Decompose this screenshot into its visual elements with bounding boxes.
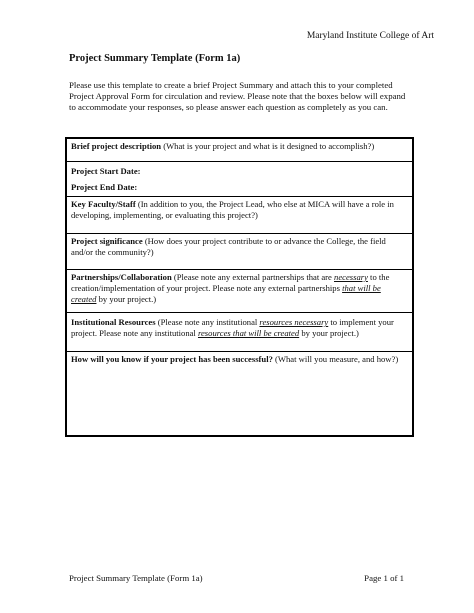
intro-paragraph: Please use this template to create a brief Project Summary and attach this to your completed Project Approval Form for circulation and review. Please note that the boxes below will expand to accommodate your responses, so please answer each question as completely as you can. (69, 80, 406, 112)
end-date-label: Project End Date: (71, 182, 138, 192)
resources-label: Institutional Resources (71, 317, 156, 327)
partnerships-field[interactable] (67, 270, 412, 313)
partnerships-prompt-1: (Please note any external partnerships that are (171, 272, 335, 282)
success-measure-label: How will you know if your project has been successful? (71, 354, 273, 364)
document-title: Project Summary Template (Form 1a) (69, 53, 241, 64)
significance-label: Project significance (71, 236, 143, 246)
key-faculty-prompt: (In addition to you, the Project Lead, who else at MICA will have a role in developing, implementing, or evaluating this project?) (71, 199, 394, 220)
resources-emphasis-1: resources necessary (259, 317, 329, 327)
resources-prompt-1: (Please note any institutional (155, 317, 260, 327)
footer-title: Project Summary Template (Form 1a) (69, 573, 203, 583)
project-summary-form (65, 137, 414, 437)
partnerships-prompt-2: to the creation/implementation of your project. Please note any external partnerships (71, 272, 390, 293)
partnerships-emphasis-1: necessary (334, 272, 368, 282)
brief-description-field[interactable] (67, 139, 412, 162)
resources-emphasis-2: resources that will be created (197, 328, 300, 338)
success-measure-prompt: (What will you measure, and how?) (272, 354, 399, 364)
significance-prompt: (How does your project contribute to or advance the College, the field and/or the community?) (71, 236, 386, 257)
page-number: Page 1 of 1 (364, 573, 404, 583)
key-faculty-label: Key Faculty/Staff (71, 199, 136, 209)
brief-description-prompt: (What is your project and what is it designed to accomplish?) (161, 141, 375, 151)
brief-description-label: Brief project description (71, 141, 162, 151)
start-date-field[interactable] (67, 163, 412, 179)
partnerships-emphasis-2: that will be created (71, 283, 381, 304)
end-date-field[interactable] (67, 179, 412, 197)
resources-prompt-2: to implement your project. Please note any institutional (71, 317, 394, 338)
institution-header: Maryland Institute College of Art (306, 31, 434, 41)
success-measure-field[interactable] (67, 352, 412, 435)
key-faculty-field[interactable] (67, 197, 412, 234)
partnerships-label: Partnerships/Collaboration (71, 272, 172, 282)
start-date-label: Project Start Date: (71, 166, 141, 176)
partnerships-prompt-3: by your project.) (96, 294, 157, 304)
resources-field[interactable] (67, 313, 412, 352)
significance-field[interactable] (67, 234, 412, 270)
resources-prompt-3: by your project.) (299, 328, 359, 338)
